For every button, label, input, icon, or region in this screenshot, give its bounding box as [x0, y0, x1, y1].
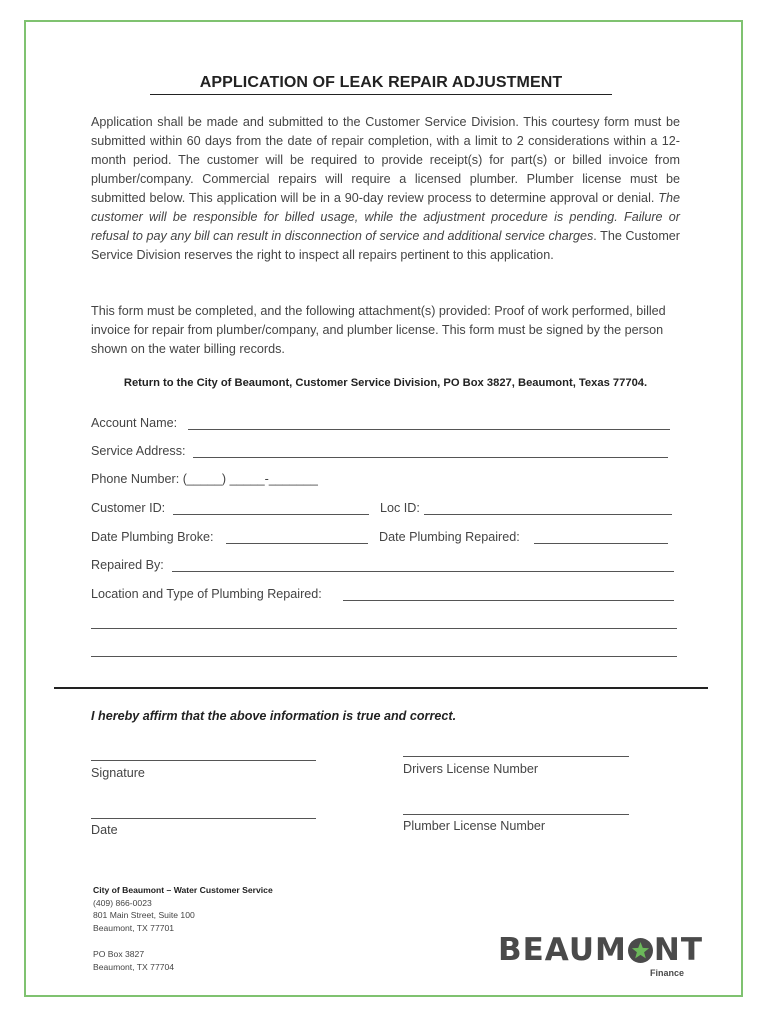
signature-line[interactable]: [91, 760, 316, 761]
logo-subtitle: Finance: [649, 968, 684, 978]
instructions-text: Application shall be made and submitted to the Customer Service Division. This courtesy form must be submitted within 60 days from the date of repair completion, with a limit to 2 considerations within a 12-month period. The customer will be required to provide receipt(s) for part(s) or billed invoice from plumber/company. Commercial repairs will require a licensed plumber. Plumber license must be submitted below. This application will be in a 90-day review process to determine approval or denial.: [91, 115, 680, 205]
location-type-line-2[interactable]: [91, 628, 677, 629]
return-address: Return to the City of Beaumont, Customer Service Division, PO Box 3827, Beaumont, Texas 77704.: [123, 377, 648, 389]
date-label: Date: [91, 823, 118, 837]
footer-phone: (409) 866-0023: [93, 897, 152, 908]
customer-id-label: Customer ID:: [91, 501, 166, 515]
beaumont-logo: [498, 932, 703, 982]
footer-contact: [93, 884, 273, 934]
date-broke-input[interactable]: [226, 543, 368, 544]
section-divider: [54, 687, 708, 689]
date-broke-label: Date Plumbing Broke:: [91, 530, 214, 544]
instructions-end: . The Customer Service Division reserves the right to inspect all repairs pertinent to this application.: [91, 229, 681, 262]
signature-label: Signature: [91, 766, 145, 780]
date-repaired-label: Date Plumbing Repaired:: [379, 530, 520, 544]
plumber-license-label: Plumber License Number: [403, 819, 546, 833]
star-icon: [628, 938, 653, 963]
account-name-input[interactable]: [188, 429, 670, 430]
date-line[interactable]: [91, 818, 316, 819]
affirmation-text: I hereby affirm that the above information is true and correct.: [91, 709, 457, 723]
service-address-label: Service Address:: [91, 444, 186, 458]
footer-city-2: Beaumont, TX 77704: [93, 961, 175, 972]
plumber-license-line[interactable]: [403, 814, 629, 815]
attachments-paragraph: This form must be completed, and the following attachment(s) provided: Proof of work performed, billed invoice for repair from plumber/company, and plumber license. This form must be signed by the person shown on the water billing records.: [91, 304, 666, 356]
drivers-license-line[interactable]: [403, 756, 629, 757]
account-name-label: Account Name:: [91, 416, 178, 430]
repaired-by-label: Repaired By:: [91, 558, 164, 572]
instructions-paragraph: [91, 113, 680, 265]
location-type-label: Location and Type of Plumbing Repaired:: [91, 587, 322, 601]
instructions-italic: The customer will be responsible for billed usage, while the adjustment procedure is pending. Failure or refusal to pay any bill can result in disconnection of service and additional service charges: [91, 191, 680, 243]
logo-text-right: NT: [653, 932, 703, 968]
customer-id-input[interactable]: [173, 514, 369, 515]
repaired-by-input[interactable]: [172, 571, 674, 572]
date-repaired-input[interactable]: [534, 543, 668, 544]
location-type-input[interactable]: [343, 600, 674, 601]
phone-number-field[interactable]: Phone Number: (_____) _____-_______: [91, 472, 318, 486]
loc-id-label: Loc ID:: [380, 501, 420, 515]
service-address-input[interactable]: [193, 457, 668, 458]
footer-mailing: [93, 948, 174, 973]
loc-id-input[interactable]: [424, 514, 672, 515]
logo-text-left: BEAUM: [498, 932, 627, 968]
drivers-license-label: Drivers License Number: [403, 762, 539, 776]
footer-address: 801 Main Street, Suite 100: [93, 910, 195, 921]
location-type-line-3[interactable]: [91, 656, 677, 657]
footer-city: Beaumont, TX 77701: [93, 922, 175, 933]
footer-org: City of Beaumont – Water Customer Service: [93, 885, 273, 895]
page-title: APPLICATION OF LEAK REPAIR ADJUSTMENT: [199, 74, 563, 91]
title-underline: [150, 74, 612, 95]
footer-po-box: PO Box 3827: [93, 949, 145, 959]
